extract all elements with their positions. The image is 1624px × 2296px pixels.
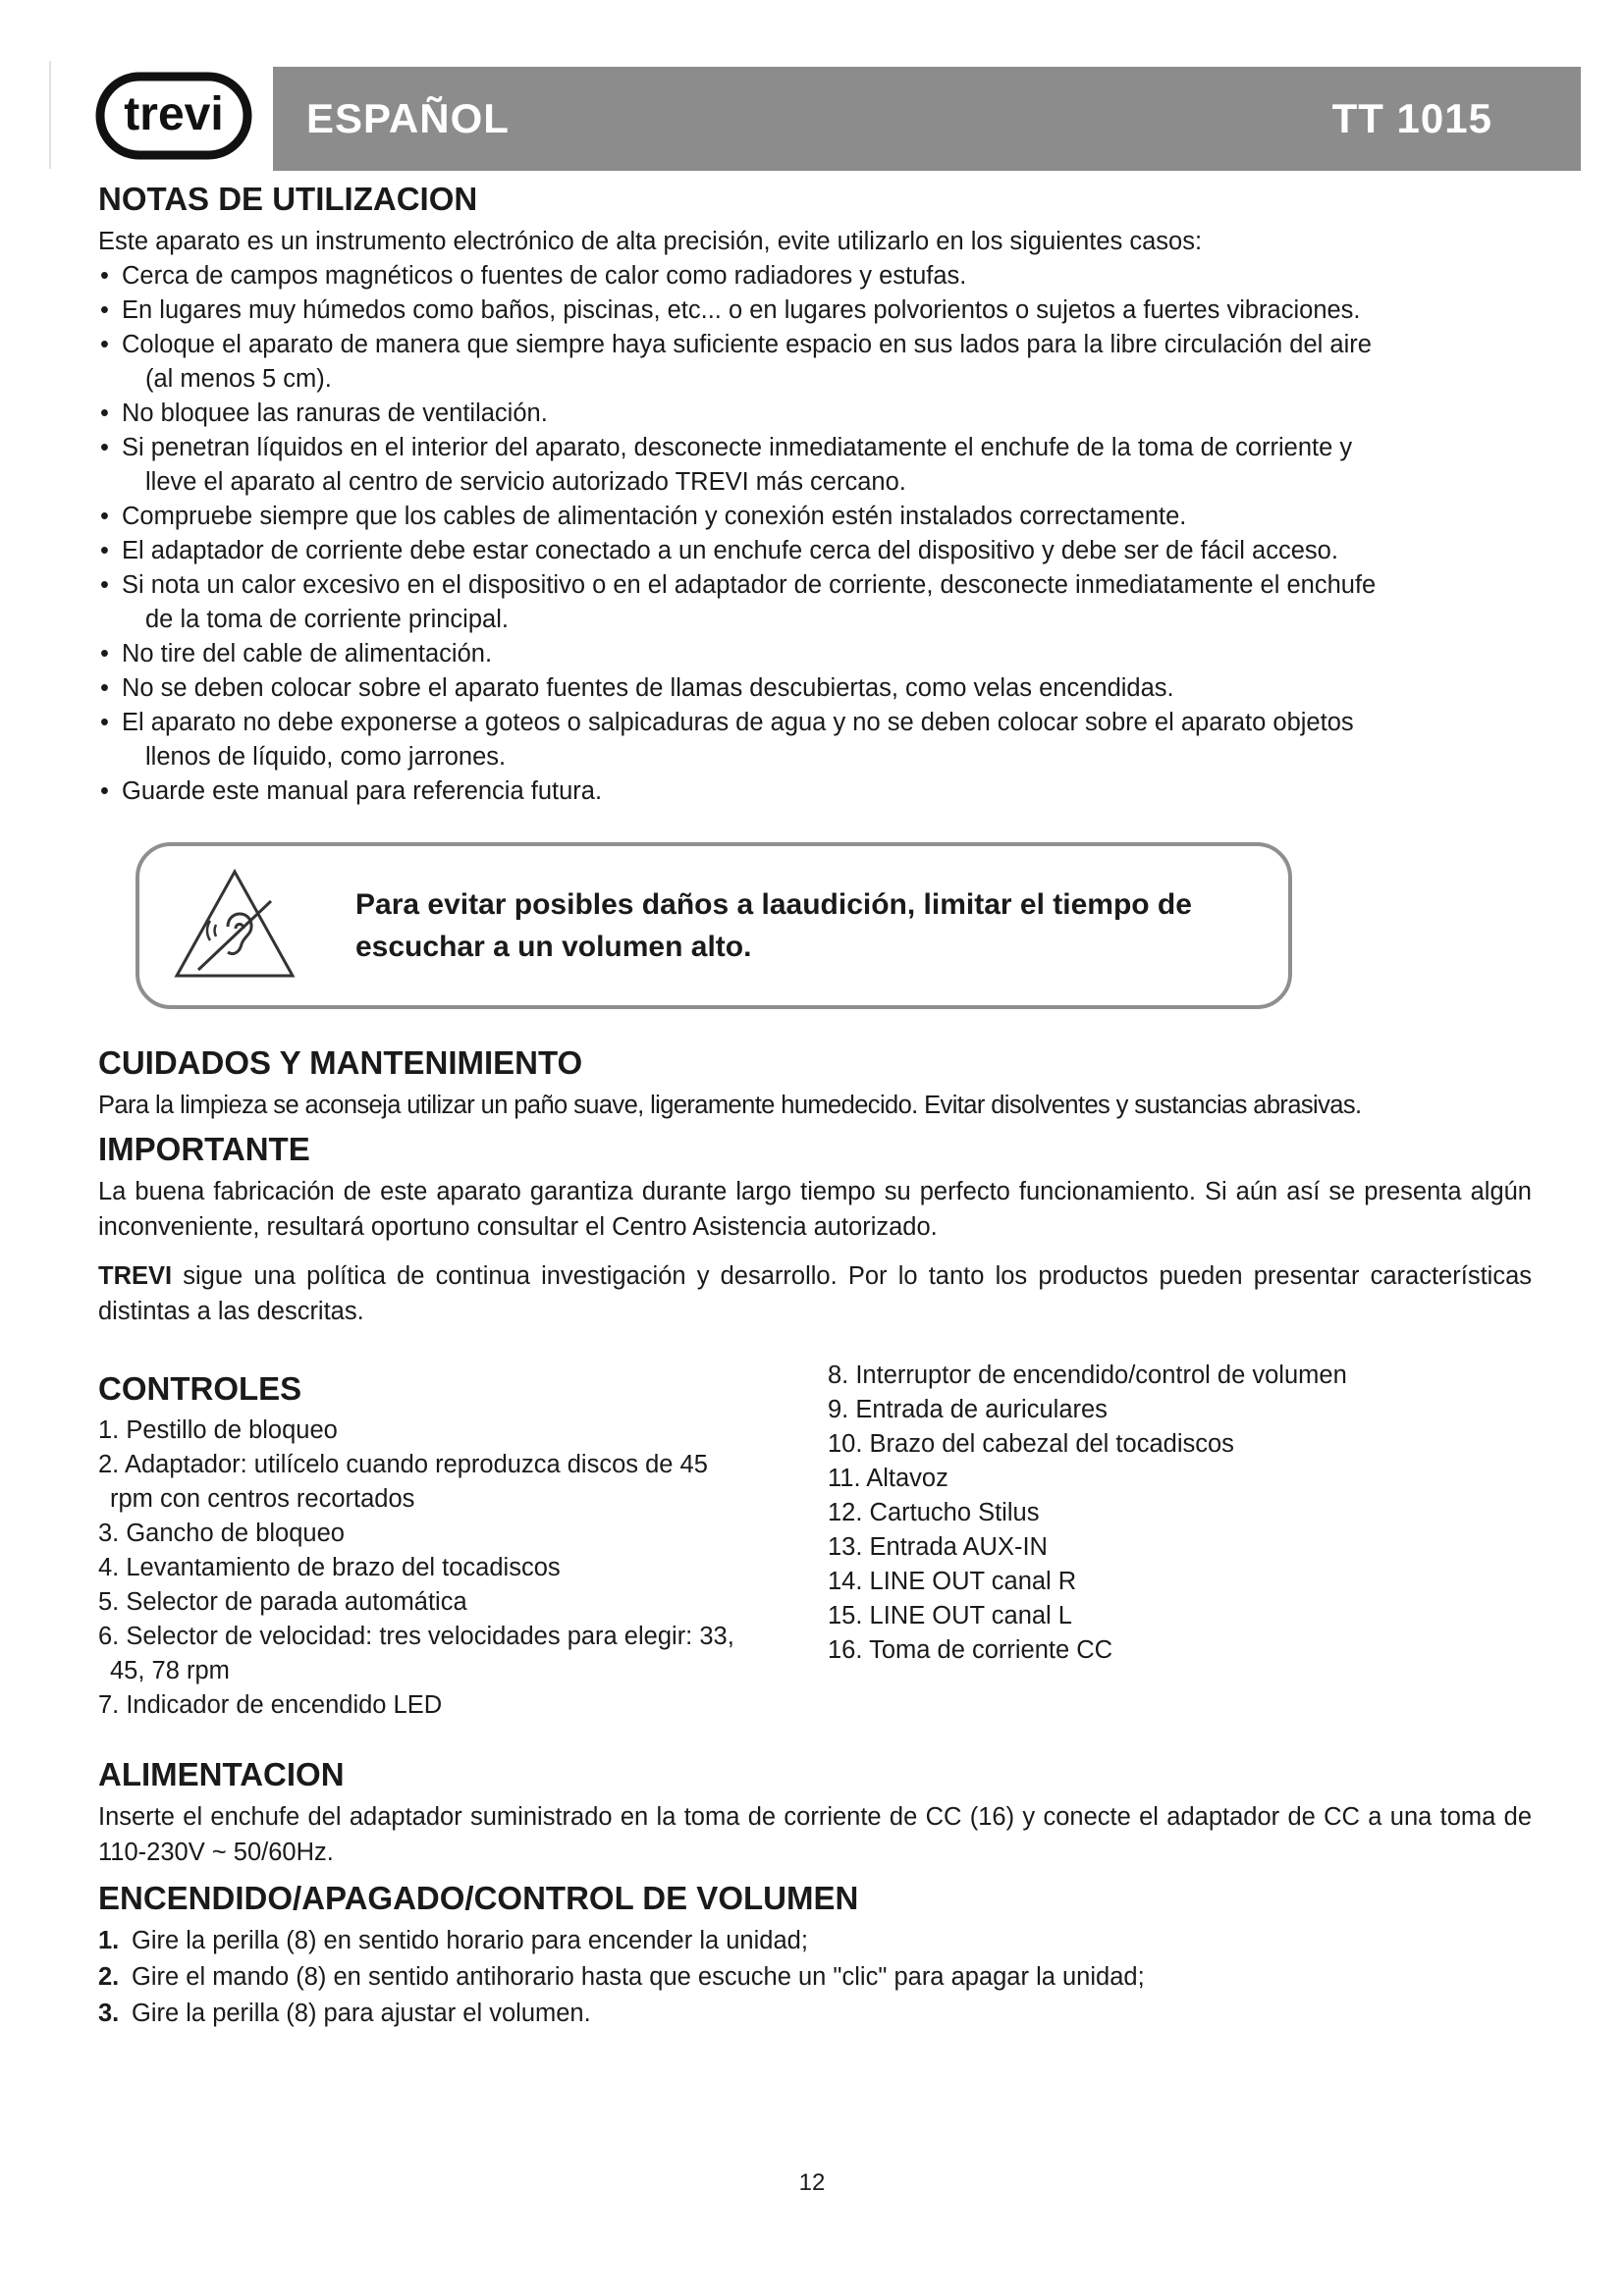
list-item: 3. Gancho de bloqueo bbox=[98, 1520, 345, 1547]
controles-title: CONTROLES bbox=[98, 1370, 302, 1407]
list-item: 5. Selector de parada automática bbox=[98, 1588, 467, 1616]
list-item: • En lugares muy húmedos como baños, piscinas, etc... o en lugares polvorientos o sujetos a fuertes vibraciones. bbox=[98, 294, 1532, 328]
list-item: • Si penetran líquidos en el interior del aparato, desconecte inmediatamente el enchufe de la toma de corriente y lleve el aparato al centro de servicio autorizado TREVI más cercano. bbox=[98, 431, 1532, 500]
cuidados-section bbox=[98, 1039, 1532, 1123]
page-number: 12 bbox=[798, 2169, 826, 2196]
list-item: 4. Levantamiento de brazo del tocadiscos bbox=[98, 1554, 561, 1581]
language-label: ESPAÑOL bbox=[306, 95, 510, 141]
controles-list-left bbox=[98, 1414, 802, 1723]
list-item: • Cerca de campos magnéticos o fuentes de calor como radiadores y estufas. bbox=[98, 259, 1532, 294]
list-item: • No bloquee las ranuras de ventilación. bbox=[98, 397, 1532, 431]
list-item: • No tire del cable de alimentación. bbox=[98, 637, 1532, 671]
notas-title: NOTAS DE UTILIZACION bbox=[98, 181, 478, 217]
list-item: 12. Cartucho Stilus bbox=[828, 1499, 1040, 1526]
list-item: 11. Altavoz bbox=[828, 1465, 948, 1492]
list-item: • No se deben colocar sobre el aparato fuentes de llamas descubiertas, como velas encendidas. bbox=[98, 671, 1532, 706]
hearing-warning-icon bbox=[171, 866, 298, 984]
notas-list bbox=[98, 259, 1532, 809]
list-item: 2. Gire el mando (8) en sentido antihorario hasta que escuche un "clic" para apagar la unidad; bbox=[98, 1963, 1145, 1991]
controles-left-column bbox=[98, 1370, 802, 1723]
list-item: • El aparato no debe exponerse a goteos o salpicaduras de agua y no se deben colocar sobre el aparato objetos llenos de líquido, como jarrones. bbox=[98, 706, 1532, 774]
list-item: 15. LINE OUT canal L bbox=[828, 1602, 1072, 1629]
trevi-policy-text: TREVI sigue una política de continua investigación y desarrollo. Por lo tanto los productos pueden presentar características distintas a las descritas. bbox=[98, 1262, 1532, 1325]
importante-text: La buena fabricación de este aparato garantiza durante largo tiempo su perfecto funcionamiento. Si aún así se presenta algún inconveniente, resultará oportuno consultar el Centro Asistencia autorizado. bbox=[98, 1178, 1532, 1241]
list-item: 16. Toma de corriente CC bbox=[828, 1636, 1113, 1664]
encendido-title: ENCENDIDO/APAGADO/CONTROL DE VOLUMEN bbox=[98, 1880, 859, 1916]
cuidados-title: CUIDADOS Y MANTENIMIENTO bbox=[98, 1044, 583, 1081]
notas-section bbox=[98, 175, 1532, 809]
encendido-section bbox=[98, 1874, 1532, 2032]
list-item: • Coloque el aparato de manera que siempre haya suficiente espacio en sus lados para la libre circulación del aire (al menos 5 cm). bbox=[98, 328, 1532, 397]
list-item: • Si nota un calor excesivo en el dispositivo o en el adaptador de corriente, desconecte inmediatamente el enchufe de la toma de corriente principal. bbox=[98, 568, 1532, 637]
controles-section bbox=[98, 1362, 1532, 1723]
importante-title: IMPORTANTE bbox=[98, 1131, 310, 1167]
notas-intro: Este aparato es un instrumento electrónico de alta precisión, evite utilizarlo en los siguientes casos: bbox=[98, 228, 1203, 255]
importante-section bbox=[98, 1125, 1532, 1329]
controles-right-column bbox=[802, 1362, 1532, 1723]
model-label: TT 1015 bbox=[1331, 95, 1492, 141]
list-item: 7. Indicador de encendido LED bbox=[98, 1691, 443, 1719]
list-item: • El adaptador de corriente debe estar conectado a un enchufe cerca del dispositivo y debe ser de fácil acceso. bbox=[98, 534, 1532, 568]
list-item: 6. Selector de velocidad: tres velocidades para elegir: 33, 45, 78 rpm bbox=[98, 1623, 734, 1684]
cuidados-text: Para la limpieza se aconseja utilizar un paño suave, ligeramente humedecido. Evitar disolventes y sustancias abrasivas. bbox=[98, 1092, 1362, 1119]
list-item: 13. Entrada AUX-IN bbox=[828, 1533, 1048, 1561]
margin-line bbox=[49, 61, 51, 169]
page-content bbox=[98, 175, 1532, 2032]
list-item: 9. Entrada de auriculares bbox=[828, 1396, 1108, 1423]
header-banner bbox=[273, 67, 1581, 171]
alimentacion-section bbox=[98, 1750, 1532, 1870]
hearing-warning-box bbox=[135, 842, 1292, 1009]
list-item: 1. Gire la perilla (8) en sentido horario para encender la unidad; bbox=[98, 1927, 808, 1954]
list-item: 14. LINE OUT canal R bbox=[828, 1568, 1077, 1595]
controles-list-right bbox=[828, 1359, 1532, 1668]
list-item: 1. Pestillo de bloqueo bbox=[98, 1416, 338, 1444]
alimentacion-title: ALIMENTACION bbox=[98, 1756, 345, 1792]
list-item: 8. Interruptor de encendido/control de volumen bbox=[828, 1362, 1347, 1389]
alimentacion-text: Inserte el enchufe del adaptador suministrado en la toma de corriente de CC (16) y conecte el adaptador de CC a una toma de 110-230V ~ 50/60Hz. bbox=[98, 1803, 1532, 1866]
list-item: • Compruebe siempre que los cables de alimentación y conexión estén instalados correctamente. bbox=[98, 500, 1532, 534]
encendido-steps bbox=[98, 1923, 1532, 2032]
list-item: 10. Brazo del cabezal del tocadiscos bbox=[828, 1430, 1234, 1458]
logo-text: trevi bbox=[124, 88, 224, 140]
list-item: • Guarde este manual para referencia futura. bbox=[98, 774, 1532, 809]
list-item: 2. Adaptador: utilícelo cuando reproduzca discos de 45 rpm con centros recortados bbox=[98, 1451, 708, 1513]
hearing-warning-text: Para evitar posibles daños a laaudición, limitar el tiempo de escuchar a un volumen alto. bbox=[355, 888, 1192, 963]
list-item: 3. Gire la perilla (8) para ajustar el volumen. bbox=[98, 2000, 591, 2027]
trevi-logo bbox=[94, 63, 253, 169]
